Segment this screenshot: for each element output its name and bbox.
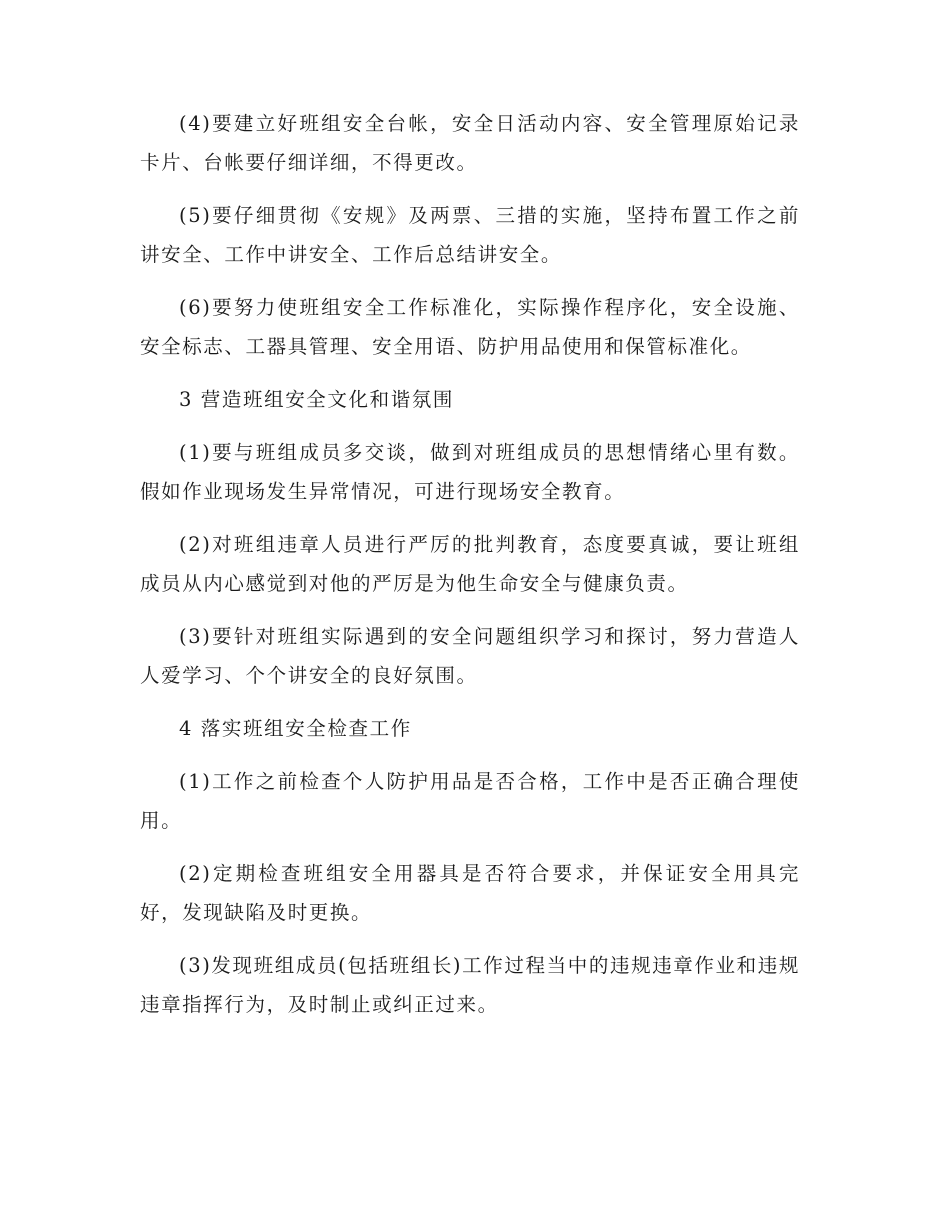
paragraph-item-3-violations: (3)发现班组成员(包括班组长)工作过程当中的违规违章作业和违规违章指挥行为，及时制止或纠正过来。	[140, 954, 800, 1016]
document-body	[140, 104, 800, 1038]
paragraph-item-2-safety-tools: (2)定期检查班组安全用器具是否符合要求，并保证安全用具完好，发现缺陷及时更换。	[140, 862, 800, 924]
paragraph-item-2-education: (2)对班组违章人员进行严厉的批判教育，态度要真诚，要让班组成员从内心感觉到对他的严厉是为他生命安全与健康负责。	[140, 533, 800, 595]
section-heading-3: 3 营造班组安全文化和谐氛围	[179, 388, 455, 411]
section-heading-4: 4 落实班组安全检查工作	[179, 717, 412, 740]
paragraph-item-4-ledger: (4)要建立好班组安全台帐，安全日活动内容、安全管理原始记录卡片、台帐要仔细详细，不得更改。	[140, 112, 800, 174]
paragraph-item-3-atmosphere: (3)要针对班组实际遇到的安全问题组织学习和探讨，努力营造人人爱学习、个个讲安全的良好氛围。	[140, 625, 800, 687]
paragraph-item-5-regulations: (5)要仔细贯彻《安规》及两票、三措的实施，坚持布置工作之前讲安全、工作中讲安全、工作后总结讲安全。	[140, 204, 800, 266]
paragraph-item-1-protective-gear: (1)工作之前检查个人防护用品是否合格，工作中是否正确合理使用。	[140, 770, 800, 832]
paragraph-item-1-communication: (1)要与班组成员多交谈，做到对班组成员的思想情绪心里有数。假如作业现场发生异常情况，可进行现场安全教育。	[140, 441, 800, 503]
paragraph-item-6-standardization: (6)要努力使班组安全工作标准化，实际操作程序化，安全设施、安全标志、工器具管理、安全用语、防护用品使用和保管标准化。	[140, 296, 800, 358]
